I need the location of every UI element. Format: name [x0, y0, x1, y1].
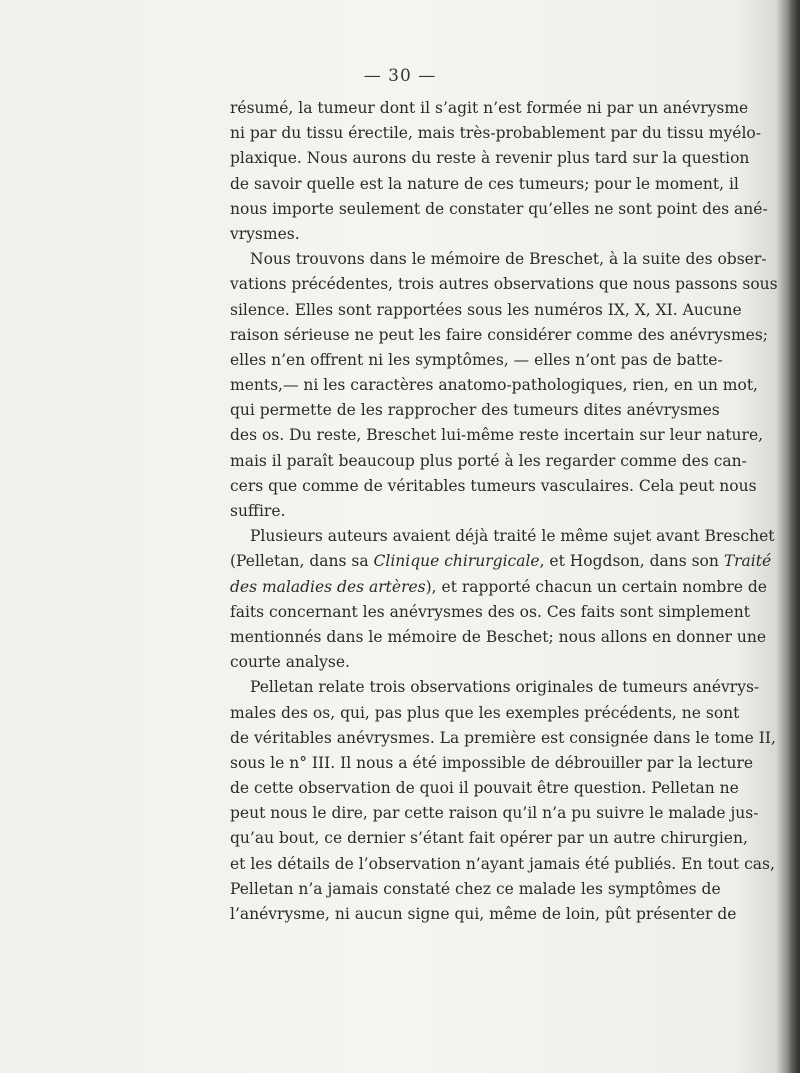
text-line: Nous trouvons dans le mémoire de Breschet, à la suite des obser- [250, 250, 767, 269]
italic-title: des maladies des artères [230, 577, 426, 596]
text-line: suffire. [230, 502, 286, 520]
text-line: de savoir quelle est la nature de ces tumeurs; pour le moment, il [230, 174, 739, 193]
text-line: silence. Elles sont rapportées sous les numéros IX, X, XI. Aucune [230, 300, 742, 319]
text-segment: , et Hogdson, dans son [539, 552, 724, 571]
text-line: males des os, qui, pas plus que les exemples précédents, ne sont [230, 703, 740, 722]
text-line: vrysmes. [230, 224, 300, 243]
text-line: de véritables anévrysmes. La première est consignée dans le tome II, [230, 728, 776, 747]
italic-title: Clinique chirurgicale [373, 552, 540, 571]
text-line: mentionnés dans le mémoire de Beschet; nous allons en donner une [230, 627, 767, 646]
italic-title: Traité [723, 552, 772, 571]
text-line: vations précédentes, trois autres observations que nous passons sous [230, 275, 778, 294]
text-line: Pelletan n’a jamais constaté chez ce malade les symptômes de [230, 879, 721, 898]
text-line: l’anévrysme, ni aucun signe qui, même de loin, pût présenter de [230, 905, 737, 923]
text-line: faits concernant les anévrysmes des os. Ces faits sont simplement [230, 602, 750, 621]
text-line: et les détails de l’observation n’ayant jamais été publiés. En tout cas, [230, 854, 775, 873]
page-edge-shadow [788, 0, 800, 1073]
text-line: elles n’en offrent ni les symptômes, — elles n’ont pas de batte- [230, 350, 723, 369]
text-line: cers que comme de véritables tumeurs vasculaires. Cela peut nous [230, 476, 757, 495]
text-line: nous importe seulement de constater qu’elles ne sont point des ané- [230, 199, 768, 218]
text-line: ni par du tissu érectile, mais très-probablement par du tissu myélo- [230, 124, 761, 143]
text-line: résumé, la tumeur dont il s’agit n’est formée ni par un anévrysme [230, 99, 749, 117]
text-line: Pelletan relate trois observations originales de tumeurs anévrys- [250, 678, 760, 697]
text-line: qu’au bout, ce dernier s’étant fait opérer par un autre chirurgien, [230, 829, 748, 848]
text-line: sous le n° III. Il nous a été impossible de débrouiller par la lecture [230, 753, 754, 772]
text-line: raison sérieuse ne peut les faire considérer comme des anévrysmes; [230, 325, 769, 344]
text-line: Plusieurs auteurs avaient déjà traité le même sujet avant Breschet [250, 527, 775, 546]
text-line: mais il paraît beaucoup plus porté à les regarder comme des can- [230, 451, 747, 470]
text-segment: (Pelletan, dans sa [230, 552, 374, 571]
text-segment: ), et rapporté chacun un certain nombre de [425, 577, 767, 596]
text-line [230, 549, 772, 574]
text-line: peut nous le dire, par cette raison qu’il n’a pu suivre le malade jus- [230, 804, 759, 823]
text-line: ments,— ni les caractères anatomo-pathologiques, rien, en un mot, [230, 376, 758, 395]
page-number: — 30 — [363, 66, 437, 86]
text-line: qui permette de les rapprocher des tumeurs dites anévrysmes [230, 401, 720, 420]
body-text [230, 96, 778, 927]
text-line [230, 575, 767, 600]
text-line: plaxique. Nous aurons du reste à revenir plus tard sur la question [230, 149, 750, 168]
text-line: courte analyse. [230, 653, 350, 672]
text-line: de cette observation de quoi il pouvait être question. Pelletan ne [230, 779, 739, 798]
text-line: des os. Du reste, Breschet lui-même reste incertain sur leur nature, [230, 426, 764, 445]
